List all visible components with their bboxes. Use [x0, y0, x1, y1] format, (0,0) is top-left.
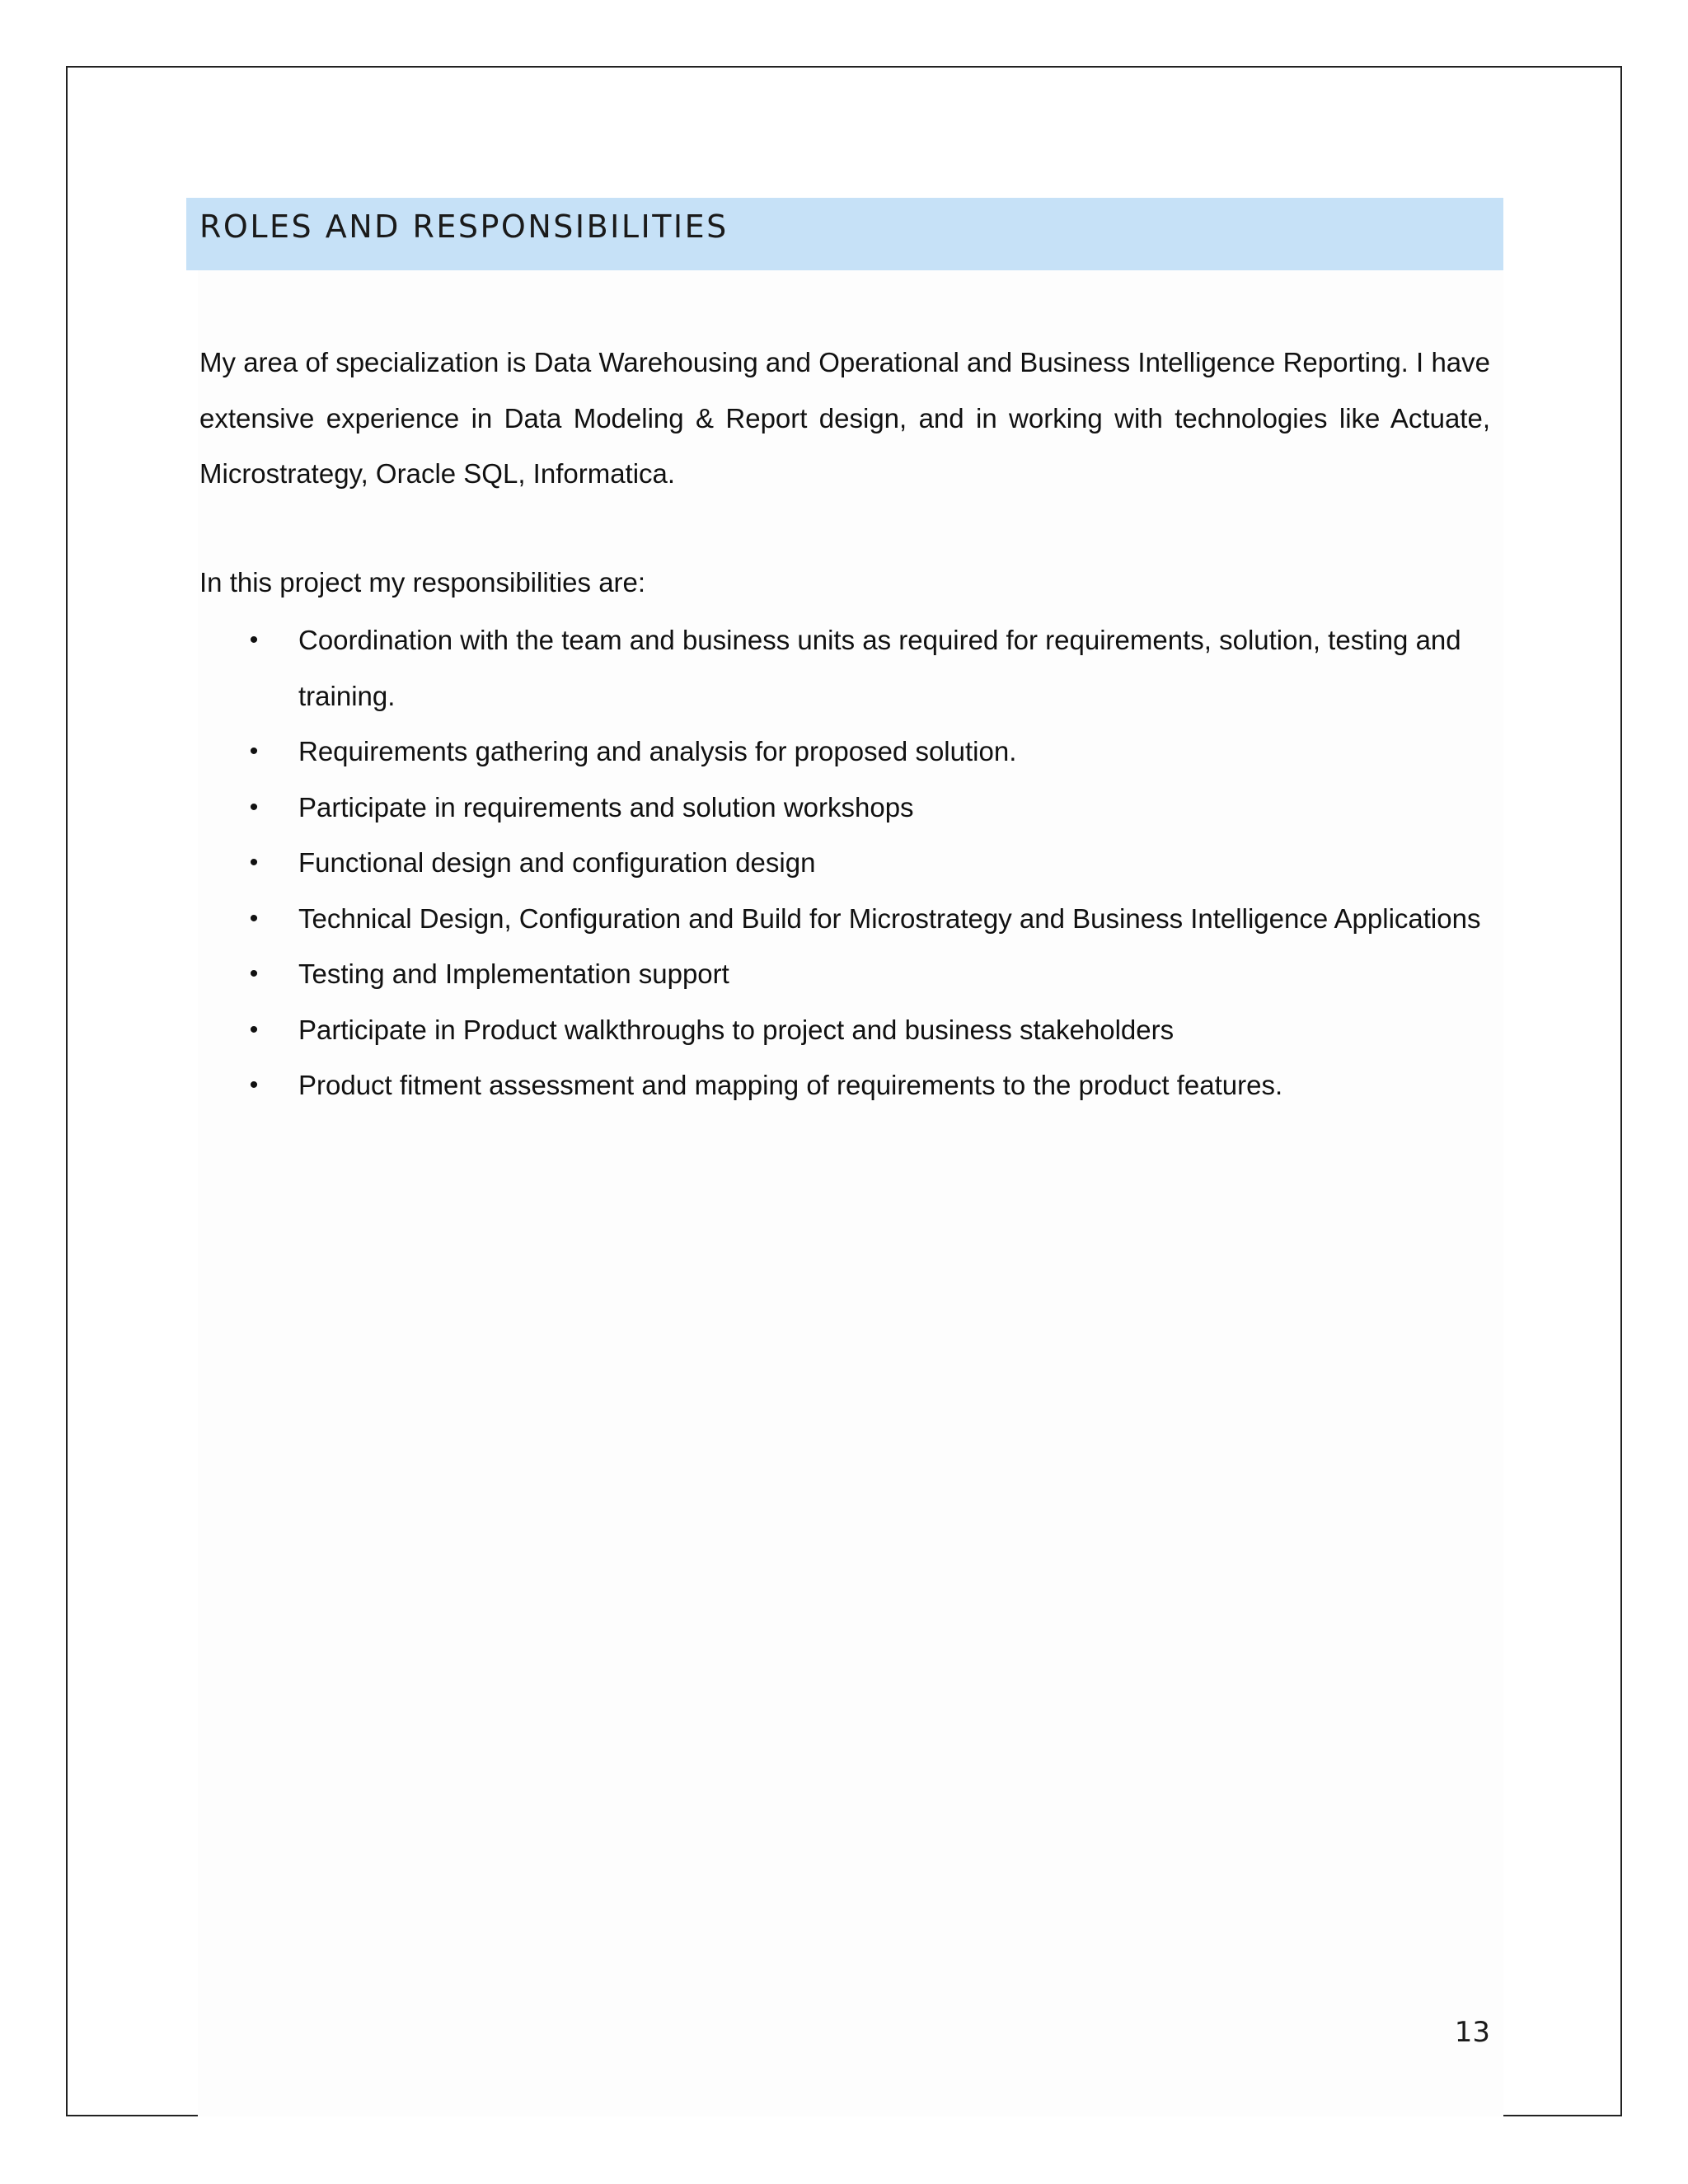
list-item	[199, 835, 1490, 891]
responsibilities-lead: In this project my responsibilities are:	[199, 567, 646, 598]
bullet-icon: •	[249, 1015, 259, 1043]
bullet-icon: •	[249, 626, 259, 654]
list-item-text: Testing and Implementation support	[298, 958, 729, 989]
intro-paragraph: My area of specialization is Data Warehousing and Operational and Business Intelligence Reporting. I have extensive experience in Data Modeling & Report design, and in working with technologies like Actuate, Microstrategy, Oracle SQL, Informatica.	[199, 347, 1490, 489]
content-background	[198, 270, 1503, 2116]
bullet-icon: •	[249, 904, 259, 932]
list-item-text: Participate in requirements and solution workshops	[298, 791, 914, 823]
list-item-text: Technical Design, Configuration and Build for Microstrategy and Business Intelligence Applications	[298, 902, 1481, 934]
section-heading-bar	[186, 198, 1503, 270]
bullet-icon: •	[249, 793, 259, 821]
list-item	[199, 612, 1490, 724]
list-item	[199, 780, 1490, 836]
list-item	[199, 1002, 1490, 1058]
bullet-icon: •	[249, 1071, 259, 1099]
bullet-icon: •	[249, 960, 259, 987]
list-item	[199, 1057, 1490, 1113]
list-item	[199, 946, 1490, 1002]
bullet-icon: •	[249, 738, 259, 765]
bullet-icon: •	[249, 849, 259, 876]
responsibilities-list	[199, 612, 1490, 1113]
section-heading: ROLES AND RESPONSIBILITIES	[199, 209, 729, 245]
page-number: 13	[1454, 2016, 1490, 2049]
list-item-text: Participate in Product walkthroughs to project and business stakeholders	[298, 1014, 1175, 1045]
list-item-text: Product fitment assessment and mapping of requirements to the product features.	[298, 1070, 1283, 1100]
list-item-text: Requirements gathering and analysis for proposed solution.	[298, 736, 1017, 766]
list-item	[199, 724, 1490, 780]
list-item-text: Coordination with the team and business units as required for requirements, solution, testing and training.	[298, 625, 1461, 711]
list-item	[199, 891, 1490, 947]
list-item-text: Functional design and configuration design	[298, 847, 816, 878]
